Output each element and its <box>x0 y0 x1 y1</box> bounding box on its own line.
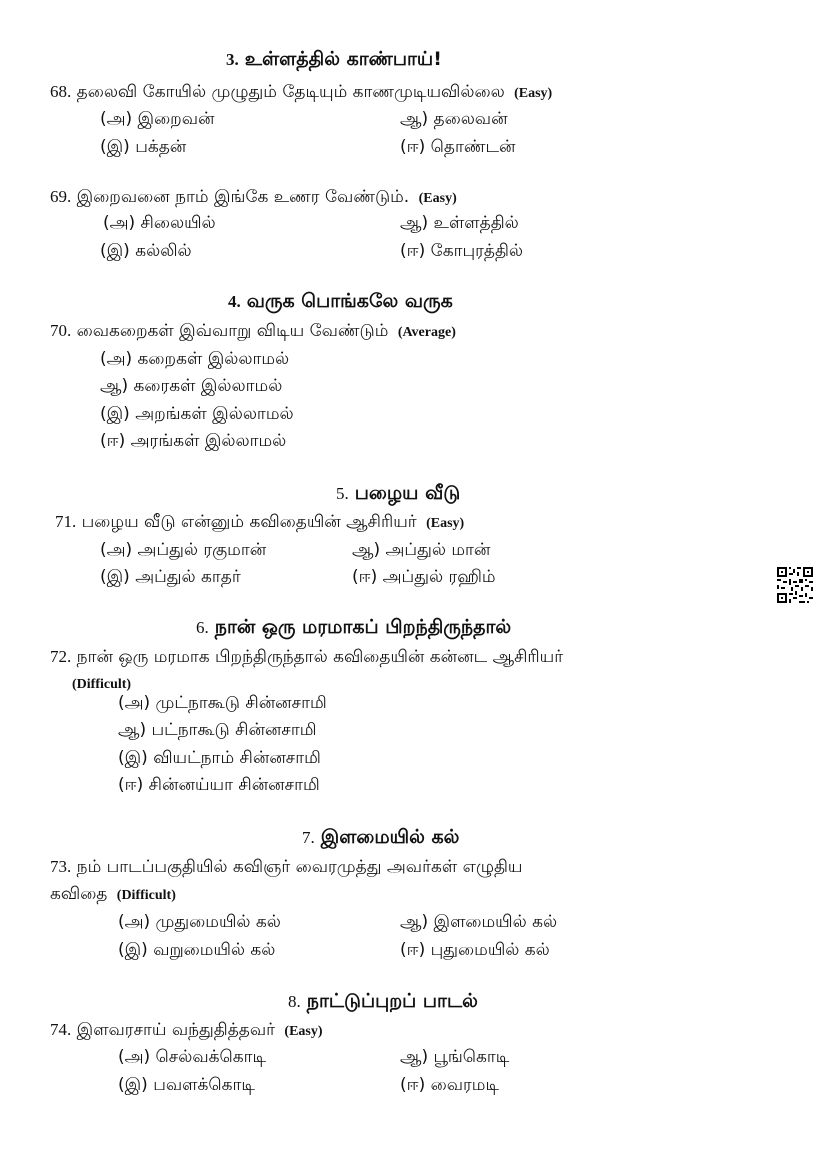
option-b[interactable]: ஆ) அப்துல் மான் <box>352 540 491 560</box>
option-b[interactable]: ஆ) உள்ளத்தில் <box>400 213 519 233</box>
option-c[interactable]: (இ) பவளக்கொடி <box>118 1075 255 1095</box>
question-text: நான் ஒரு மரமாக பிறந்திருந்தால் கவிதையின் கன்னட ஆசிரியர் <box>76 647 564 667</box>
option-a[interactable]: (அ) முதுமையில் கல் <box>118 912 281 932</box>
section-number: 3. <box>226 50 239 69</box>
question-text: இறைவனை நாம் இங்கே உணர வேண்டும். <box>76 187 410 207</box>
question-text: தலைவி கோயில் முழுதும் தேடியும் காணமுடியவில்லை <box>76 82 505 102</box>
difficulty-label: (Easy) <box>514 86 553 101</box>
section-title-6 <box>196 616 511 641</box>
question-text: பழைய வீடு என்னும் கவிதையின் ஆசிரியர் <box>81 512 417 532</box>
question-71 <box>55 512 464 534</box>
difficulty-label: (Difficult) <box>72 677 132 692</box>
section-heading: நான் ஒரு மரமாகப் பிறந்திருந்தால் <box>214 616 512 638</box>
option-d[interactable]: (ஈ) அரங்கள் இல்லாமல் <box>100 431 287 451</box>
question-69 <box>50 187 457 209</box>
section-number: 5. <box>336 484 349 503</box>
option-d[interactable]: (ஈ) வைரமடி <box>400 1075 500 1095</box>
question-68 <box>50 82 552 104</box>
section-title-8 <box>288 990 478 1015</box>
difficulty-label: (Difficult) <box>116 888 176 903</box>
option-c[interactable]: (இ) பக்தன் <box>100 137 187 157</box>
question-number: 73. <box>50 857 72 876</box>
option-d[interactable]: (ஈ) கோபுரத்தில் <box>400 241 524 261</box>
difficulty-label: (Easy) <box>418 191 457 206</box>
section-heading: இளமையில் கல் <box>320 826 460 848</box>
difficulty-label: (Easy) <box>426 516 465 531</box>
section-heading: உள்ளத்தில் காண்பாய்! <box>244 48 442 70</box>
option-c[interactable]: (இ) அறங்கள் இல்லாமல் <box>100 404 294 424</box>
section-title-5 <box>336 482 460 507</box>
question-number: 74. <box>50 1020 72 1039</box>
question-73 <box>50 857 523 879</box>
question-number: 69. <box>50 187 72 206</box>
section-number: 4. <box>228 292 241 311</box>
option-a[interactable]: (அ) முட்நாகூடு சின்னசாமி <box>118 693 327 713</box>
question-73-cont <box>50 884 176 906</box>
section-title-7 <box>302 826 459 851</box>
option-d[interactable]: (ஈ) புதுமையில் கல் <box>400 940 550 960</box>
option-c[interactable]: (இ) கல்லில் <box>100 241 192 261</box>
question-number: 71. <box>55 512 77 531</box>
section-heading: வருக பொங்கலே வருக <box>246 290 453 312</box>
option-b[interactable]: ஆ) பட்நாகூடு சின்னசாமி <box>118 720 317 740</box>
question-70 <box>50 321 456 343</box>
question-text: வைகறைகள் இவ்வாறு விடிய வேண்டும் <box>76 321 389 341</box>
option-a[interactable]: (அ) கறைகள் இல்லாமல் <box>100 349 290 369</box>
section-title-4 <box>228 290 453 315</box>
section-heading: பழைய வீடு <box>354 482 461 504</box>
question-72-level <box>72 673 131 693</box>
question-text: நம் பாடப்பகுதியில் கவிஞர் வைரமுத்து அவர்கள் எழுதிய <box>76 857 523 877</box>
question-number: 68. <box>50 82 72 101</box>
option-b[interactable]: ஆ) தலைவன் <box>400 109 508 129</box>
option-a[interactable]: (அ) செல்வக்கொடி <box>118 1047 266 1067</box>
option-d[interactable]: (ஈ) சின்னய்யா சின்னசாமி <box>118 775 320 795</box>
section-number: 7. <box>302 828 315 847</box>
option-c[interactable]: (இ) வறுமையில் கல் <box>118 940 276 960</box>
option-d[interactable]: (ஈ) தொண்டன் <box>400 137 516 157</box>
section-heading: நாட்டுப்புறப் பாடல் <box>306 990 478 1012</box>
question-number: 72. <box>50 647 72 666</box>
question-number: 70. <box>50 321 72 340</box>
option-d[interactable]: (ஈ) அப்துல் ரஹிம் <box>352 567 496 587</box>
option-b[interactable]: ஆ) கரைகள் இல்லாமல் <box>100 376 283 396</box>
question-72 <box>50 647 563 669</box>
section-title-3 <box>226 48 442 73</box>
question-text: இளவரசாய் வந்துதித்தவர் <box>76 1020 276 1040</box>
difficulty-label: (Easy) <box>284 1024 323 1039</box>
section-number: 8. <box>288 992 301 1011</box>
section-number: 6. <box>196 618 209 637</box>
option-a[interactable]: (அ) சிலையில் <box>103 213 216 233</box>
option-a[interactable]: (அ) அப்துல் ரகுமான் <box>100 540 267 560</box>
option-b[interactable]: ஆ) பூங்கொடி <box>400 1047 510 1067</box>
option-c[interactable]: (இ) வியட்நாம் சின்னசாமி <box>118 748 321 768</box>
difficulty-label: (Average) <box>397 325 456 340</box>
question-74 <box>50 1020 323 1042</box>
option-a[interactable]: (அ) இறைவன் <box>100 109 215 129</box>
qr-code-icon <box>776 566 814 604</box>
option-c[interactable]: (இ) அப்துல் காதர் <box>100 567 241 587</box>
option-b[interactable]: ஆ) இளமையில் கல் <box>400 912 558 932</box>
question-text-cont: கவிதை <box>50 884 108 904</box>
